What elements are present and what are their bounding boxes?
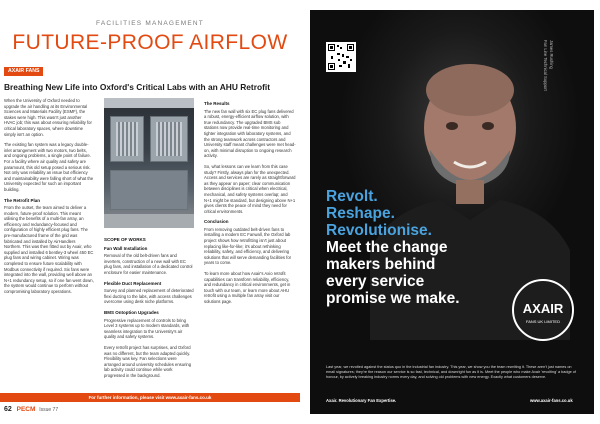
logo-subtitle: FANS UK LIMITED <box>525 319 561 324</box>
ad-headline <box>326 188 466 307</box>
article-column-2 <box>104 234 194 383</box>
paragraph: When the University of Oxford needed to upgrade the air handling at its Environmental Sciences and Materials Facility (ESMF), the stakes were high. This wasn't just another HVAC job; this was about ensuring reliability for critical laboratory spaces, where downtime simply isn't an option. <box>4 98 92 137</box>
paragraph: From the outset, the team aimed to deliver a modern, future-proof solution. This meant utilising the benefits of a multi-fan array, an efficiency and redundancy-focused and configuration of highly efficient plug fans. The pre-manufactured frame of the grid was fabricated and installed by AirHandlers Northern. This was then fitted out by Axair, who supplied and installed 6 bentley-3 wheel 450 EC plug fans and wiring cabinet. Wiring was completed to ensure future scalability with Modbus connectivity if required. Six fans were integrated into the wall, providing well above an N+1 redundancy setup, so if one fan went down, the system would continue to perform without compromising laboratory operations. <box>4 205 94 294</box>
article-column-1 <box>4 98 94 300</box>
category-tag: AXAIR FANS <box>4 67 43 76</box>
section-heading: The Retrofit Plan <box>4 197 41 203</box>
staff-credit <box>542 40 582 92</box>
ad-headline-line: Reshape. <box>326 205 395 222</box>
page-number: 62 <box>4 406 12 413</box>
paragraph: Removal of the old belt-driven fans and inverters, construction of a new wall with EC plug fans, and installation of a dedicated control enclosure for easier maintenance. <box>104 253 193 275</box>
paragraph: The existing fan system was a legacy double-inlet arrangement with two motors, two belts, and ongoing problems, a single point of failure. For a facility where air quality and safety are paramount, this old setup posed a serious risk. Not only was reliability an issue but efficiency and maintainability were falling short of what the University expected for such an important building. <box>4 142 94 192</box>
paragraph: So, what lessons can we learn from this case study? Firstly, always plan for the unexpected. Access and services are rarely as straightforward as they appear on paper; clear communication between disciplines is critical when electrical, mechanical, and safety systems overlap; and N+1 might be standard, but designing above N+1 gives clients the peace of mind they need for critical environments. <box>204 163 296 214</box>
axair-advert <box>310 10 594 414</box>
article-headline: FUTURE-PROOF AIRFLOW <box>12 31 288 54</box>
ad-headline-line: Revolutionise. <box>326 222 432 239</box>
cta-bar[interactable]: For further information, please visit www.axair-fans.co.uk <box>0 393 300 402</box>
ad-headline-line: Revolt. <box>326 188 378 205</box>
section-label: FACILITIES MANAGEMENT <box>96 20 204 27</box>
paragraph: From removing outdated belt-driven fans to installing a modern EC Fanwall, the Oxford lab project shows how retrofitting isn't just about replacing like-for-like; it's about rethinking reliability, safety, and efficiency, and delivering solutions that will serve demanding facilities for years to come. <box>204 226 292 266</box>
page-folio <box>4 406 58 413</box>
axair-logo <box>510 277 576 343</box>
fan-wall-photo <box>104 98 194 228</box>
issue-number: Issue 77 <box>39 407 59 413</box>
qr-code[interactable] <box>326 42 356 72</box>
article-subtitle: Breathing New Life into Oxford's Critical Labs with an AHU Retrofit <box>4 82 270 92</box>
logo-wordmark: AXAIR <box>522 301 564 316</box>
section-heading: Fan Wall Installation <box>104 245 148 251</box>
magazine-name: PECM <box>16 406 36 413</box>
article-column-3 <box>204 98 296 310</box>
paragraph: Progressive replacement of controls to bring Level 3 systems up to modern standards, with seamless integration to the University's air quality and safety systems. <box>104 317 190 340</box>
qr-code-icon <box>328 44 354 70</box>
section-heading: BMS Ontoption Upgrades <box>104 309 159 315</box>
ad-page <box>300 0 600 424</box>
paragraph: Survey and planned replacement of deteriorated flexi ducting to the labs, with access challenges overcome using desk niche platforms. <box>104 288 194 305</box>
ad-body-copy: Last year, we revolted against the status quo in the industrial fan industry. This year, we show you the team rewriting it. These aren't just names on email signatures; they're the reason our service is so fast, technical, and downright fun as it is. Meet the people who make Axair 'revolting' a badge of honour, by actively breaking industry norms every day, and solving old problems with new energy. Exactly what customers deserve. <box>326 365 576 379</box>
ad-headline-line: Meet the change makers behind every service promise we make. <box>326 239 460 307</box>
section-heading: The Results <box>204 101 230 106</box>
section-heading: Flexible Duct Replacement <box>104 280 162 286</box>
paragraph: The new fan wall with six EC plug fans delivered a robust, energy-efficient airflow solution, with true redundancy. The upgraded BMS sub stations now provide real-time monitoring and tighter integration with laboratory systems, and the strong teamwork across contractors and University staff meant challenges were met head-on, with minimal disruption to ongoing research activity. <box>204 108 296 159</box>
ad-tagline: Axair. Revolutionary Fan Expertise. <box>326 398 397 403</box>
paragraph: Every retrofit project has surprises, and Oxford was no different, but the team adapted quickly. Flexibility was key. Fan selections were arranged around university schedules ensuring lab activity could continue while work progressed in the background. <box>104 344 192 378</box>
section-heading: SCOPE OF WORKS <box>104 237 146 242</box>
ad-website-link[interactable]: www.axair-fans.co.uk <box>530 398 573 403</box>
section-heading: Conclusion <box>204 219 229 225</box>
staff-role: Fan Line Technical Support <box>543 40 548 91</box>
paragraph: To learn more about how Axair's Axio retrofit capabilities can transform reliability, efficiency, and redundancy in critical environments, get in touch with our team, or learn more about AHU retrofit using a multiple fan array visit our solutions page. <box>204 271 291 304</box>
staff-name: James Rushing <box>549 40 554 69</box>
